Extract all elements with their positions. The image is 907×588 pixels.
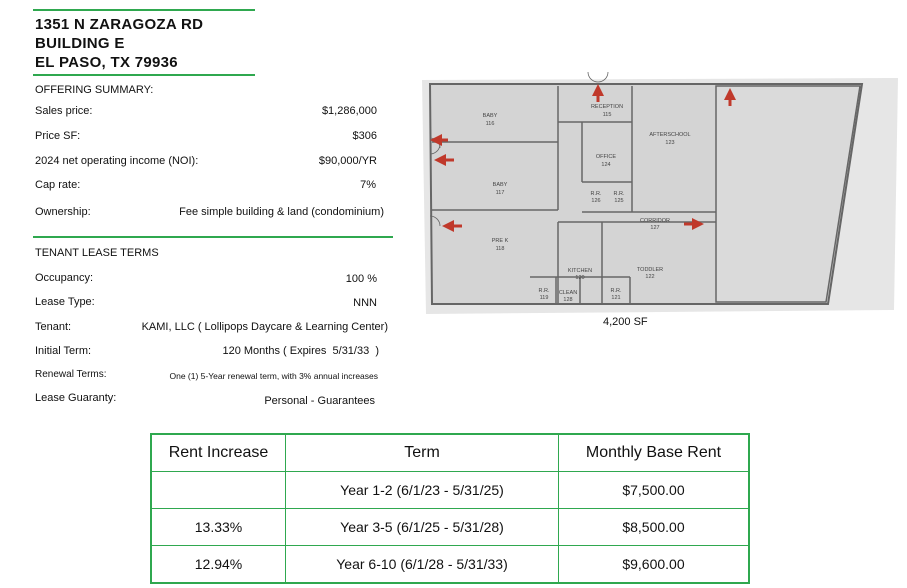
renewal-terms-label: Renewal Terms: xyxy=(35,369,107,380)
room-number: 115 xyxy=(602,112,612,118)
noi-label: 2024 net operating income (NOI): xyxy=(35,155,199,167)
room-number: 117 xyxy=(495,190,505,196)
room-number: 118 xyxy=(495,246,505,252)
sales-price-value: $1,286,000 xyxy=(321,105,377,117)
lease-guaranty-label: Lease Guaranty: xyxy=(35,392,117,404)
monthly-rent-cell: $8,500.00 xyxy=(559,509,750,546)
room-label: R.R. xyxy=(610,288,622,294)
room-number: 125 xyxy=(614,198,624,204)
address-line2: BUILDING E xyxy=(35,35,125,52)
initial-term-value: 120 Months ( Expires 5/31/33 ) xyxy=(222,345,379,357)
term-cell: Year 6-10 (6/1/28 - 5/31/33) xyxy=(286,546,559,584)
room-number: 128 xyxy=(563,297,573,303)
room-label: R.R. xyxy=(590,191,602,197)
table-row xyxy=(151,546,749,584)
room-label: BABY xyxy=(492,182,508,188)
ownership-label: Ownership: xyxy=(35,206,91,218)
floor-plan xyxy=(420,72,900,322)
lease-guaranty-value: Personal - Guarantees xyxy=(264,395,375,407)
lease-type-value: NNN xyxy=(353,297,377,309)
address-divider xyxy=(33,74,255,76)
room-number: 126 xyxy=(591,198,601,204)
term-cell: Year 1-2 (6/1/23 - 5/31/25) xyxy=(286,472,559,509)
room-label: KITCHEN xyxy=(567,268,593,274)
table-header-row xyxy=(151,434,749,472)
room-number: 123 xyxy=(665,140,675,146)
top-divider xyxy=(33,9,255,11)
initial-term-label: Initial Term: xyxy=(35,345,92,357)
sales-price-label: Sales price: xyxy=(35,105,93,117)
rent-increase-cell: 13.33% xyxy=(151,509,286,546)
term-cell: Year 3-5 (6/1/25 - 5/31/28) xyxy=(286,509,559,546)
ownership-value: Fee simple building & land (condominium) xyxy=(179,206,384,218)
noi-value: $90,000/YR xyxy=(318,155,377,167)
header-rent-increase: Rent Increase xyxy=(151,434,286,472)
room-label: CORRIDOR xyxy=(640,218,670,224)
room-number: 122 xyxy=(645,274,655,280)
floor-plan-drawing xyxy=(420,72,900,322)
room-label: R.R. xyxy=(538,288,550,294)
room-number: 119 xyxy=(539,295,549,301)
tenant-value: KAMI, LLC ( Lollipops Daycare & Learning Center) xyxy=(141,321,388,333)
table-row xyxy=(151,509,749,546)
rent-increase-cell: 12.94% xyxy=(151,546,286,584)
monthly-rent-cell: $7,500.00 xyxy=(559,472,750,509)
header-term: Term xyxy=(286,434,559,472)
room-label: CLEAN xyxy=(558,290,578,296)
room-label: PRE K xyxy=(491,238,509,244)
room-label: R.R. xyxy=(613,191,625,197)
room-label: BABY xyxy=(482,113,498,119)
table-row xyxy=(151,472,749,509)
header-monthly-base-rent: Monthly Base Rent xyxy=(559,434,750,472)
lease-type-label: Lease Type: xyxy=(35,296,95,308)
floor-area-label: 4,200 SF xyxy=(603,316,648,328)
address-line3: EL PASO, TX 79936 xyxy=(35,54,178,71)
renewal-terms-value: One (1) 5-Year renewal term, with 3% annual increases xyxy=(169,371,378,381)
room-number: 124 xyxy=(601,162,611,168)
room-number: 120 xyxy=(575,275,585,281)
cap-rate-value: 7% xyxy=(360,179,376,191)
rent-schedule-table xyxy=(150,433,750,584)
lease-terms-title: TENANT LEASE TERMS xyxy=(35,247,159,259)
offering-divider xyxy=(33,236,393,238)
room-label: RECEPTION xyxy=(590,104,624,110)
price-sf-label: Price SF: xyxy=(35,130,81,142)
rent-increase-cell xyxy=(151,472,286,509)
room-label: OFFICE xyxy=(595,154,617,160)
occupancy-label: Occupancy: xyxy=(35,272,94,284)
tenant-label: Tenant: xyxy=(35,321,72,333)
monthly-rent-cell: $9,600.00 xyxy=(559,546,750,584)
room-number: 127 xyxy=(650,225,660,231)
room-label: TODDLER xyxy=(636,267,664,273)
price-sf-value: $306 xyxy=(352,130,377,142)
address-line1: 1351 N ZARAGOZA RD xyxy=(35,16,204,33)
offering-summary-title: OFFERING SUMMARY: xyxy=(35,84,154,96)
occupancy-value: 100 % xyxy=(345,273,377,285)
room-number: 121 xyxy=(611,295,621,301)
room-number: 116 xyxy=(485,121,495,127)
cap-rate-label: Cap rate: xyxy=(35,179,81,191)
room-label: AFTERSCHOOL xyxy=(649,132,691,138)
